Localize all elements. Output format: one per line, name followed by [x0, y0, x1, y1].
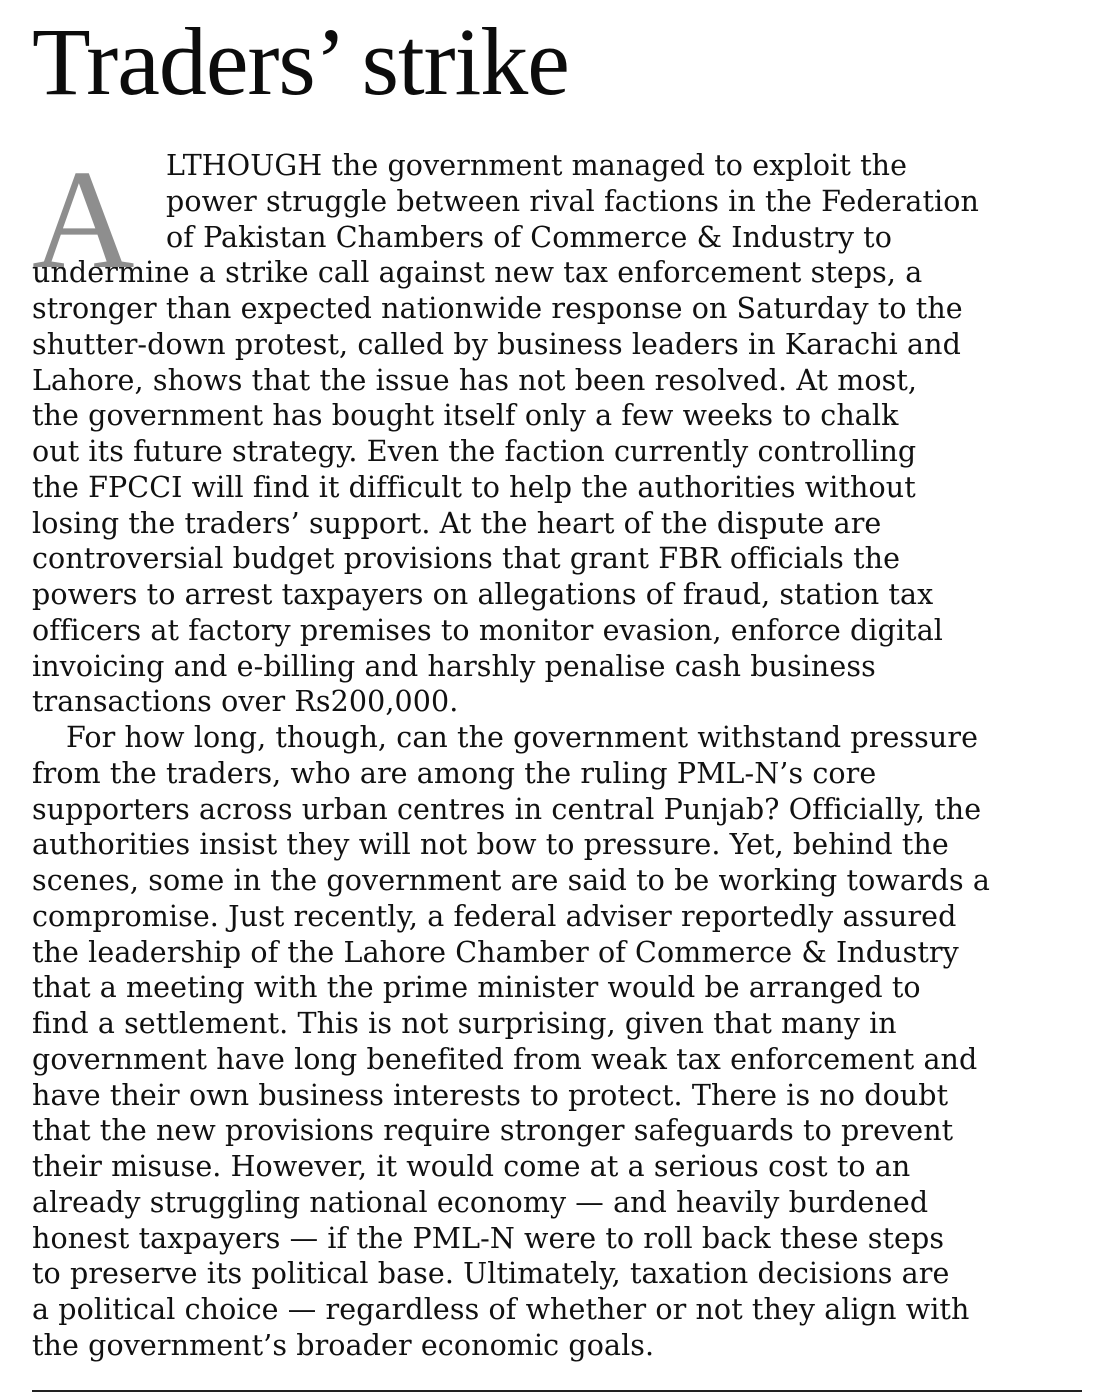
body-line: have their own business interests to protect. There is no doubt	[32, 1078, 949, 1112]
body-line: invoicing and e-billing and harshly penalise cash business	[32, 649, 876, 683]
body-line: compromise. Just recently, a federal adviser reportedly assured	[32, 899, 957, 933]
body-line: from the traders, who are among the ruling PML-N’s core	[32, 756, 877, 790]
body-line: of Pakistan Chambers of Commerce & Industry to	[166, 220, 892, 254]
drop-cap: A	[32, 140, 135, 298]
body-line: their misuse. However, it would come at a serious cost to an	[32, 1150, 911, 1183]
body-line: the FPCCI will find it difficult to help the authorities without	[32, 470, 916, 504]
body-line: find a settlement. This is not surprising, given that many in	[32, 1007, 897, 1040]
body-line: controversial budget provisions that grant FBR officials the	[32, 542, 901, 576]
body-line: that the new provisions require stronger safeguards to prevent	[32, 1114, 954, 1148]
body-line: honest taxpayers — if the PML-N were to roll back these steps	[32, 1221, 945, 1255]
body-line: transactions over Rs200,000.	[32, 685, 459, 719]
body-line: authorities insist they will not bow to pressure. Yet, behind the	[32, 828, 949, 862]
body-line: government have long benefited from weak tax enforcement and	[32, 1042, 978, 1076]
editorial-article	[32, 0, 1082, 114]
body-line: already struggling national economy — and heavily burdened	[32, 1185, 929, 1219]
body-line: powers to arrest taxpayers on allegations of fraud, station tax	[32, 578, 934, 611]
body-line: LTHOUGH the government managed to exploit the	[166, 149, 908, 182]
body-line: power struggle between rival factions in the Federation	[166, 184, 979, 218]
headline: Traders’ strike	[32, 8, 569, 115]
bottom-rule	[32, 1390, 1082, 1392]
body-line: scenes, some in the government are said to be working towards a	[32, 864, 991, 897]
article-body	[32, 140, 1082, 1364]
body-line: stronger than expected nationwide response on Saturday to the	[32, 292, 963, 325]
body-line: a political choice — regardless of whether or not they align with	[32, 1293, 970, 1326]
body-line: the leadership of the Lahore Chamber of Commerce & Industry	[32, 935, 959, 969]
body-line: officers at factory premises to monitor evasion, enforce digital	[32, 613, 944, 647]
body-line: losing the traders’ support. At the heart of the dispute are	[32, 506, 882, 540]
body-line: out its future strategy. Even the faction currently controlling	[32, 435, 917, 468]
body-line: to preserve its political base. Ultimately, taxation decisions are	[32, 1257, 950, 1291]
body-line: undermine a strike call against new tax enforcement steps, a	[32, 256, 923, 290]
body-line: the government’s broader economic goals.	[32, 1328, 655, 1362]
body-line: that a meeting with the prime minister would be arranged to	[32, 971, 921, 1005]
body-line: Lahore, shows that the issue has not been resolved. At most,	[32, 363, 918, 397]
body-line: the government has bought itself only a few weeks to chalk	[32, 399, 899, 433]
body-line: supporters across urban centres in central Punjab? Officially, the	[32, 792, 982, 826]
body-line: shutter-down protest, called by business leaders in Karachi and	[32, 327, 961, 361]
body-line: For how long, though, can the government withstand pressure	[66, 721, 979, 754]
